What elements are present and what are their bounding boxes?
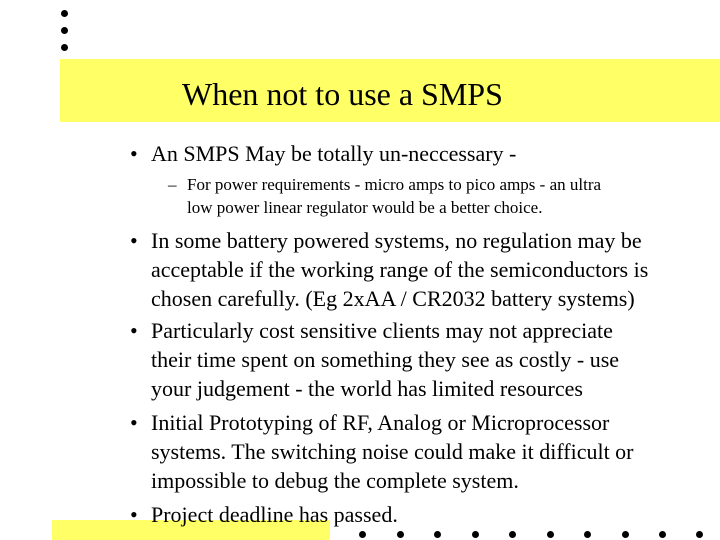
decorative-dot: [509, 531, 516, 538]
decorative-dot: [622, 531, 629, 538]
decorative-dot: [547, 531, 554, 538]
bullet-text-line: acceptable if the working range of the semiconductors is: [151, 257, 649, 282]
decorative-dot: [696, 531, 703, 538]
bullet-marker: •: [130, 141, 138, 166]
bullet-marker: •: [130, 318, 138, 343]
decorative-dot: [61, 27, 68, 34]
bullet-text-line: An SMPS May be totally un-neccessary -: [151, 141, 517, 166]
bullet-text-line: your judgement - the world has limited resources: [151, 376, 583, 401]
bullet-text-line: Particularly cost sensitive clients may not appreciate: [151, 318, 613, 343]
sub-bullet-text-line: low power linear regulator would be a better choice.: [187, 198, 543, 217]
bullet-text-line: In some battery powered systems, no regulation may be: [151, 228, 642, 253]
bullet-text-line: chosen carefully. (Eg 2xAA / CR2032 battery systems): [151, 286, 635, 311]
bullet-text-line: their time spent on something they see as costly - use: [151, 347, 620, 372]
bullet-text-line: Project deadline has passed.: [151, 502, 398, 527]
decorative-dot: [397, 531, 404, 538]
sub-bullet-text-line: For power requirements - micro amps to pico amps - an ultra: [187, 175, 602, 194]
decorative-dot: [434, 531, 441, 538]
bullet-text-line: Initial Prototyping of RF, Analog or Microprocessor: [151, 410, 610, 435]
decorative-dot: [61, 44, 68, 51]
decorative-dot: [659, 531, 666, 538]
decorative-dot: [61, 10, 68, 17]
slide-title: When not to use a SMPS: [182, 76, 503, 112]
decorative-dot: [584, 531, 591, 538]
bullet-marker: •: [130, 228, 138, 253]
decorative-dot: [359, 531, 366, 538]
bullet-marker: •: [130, 410, 138, 435]
bullet-text-line: systems. The switching noise could make it difficult or: [151, 439, 634, 464]
sub-bullet-marker: –: [168, 175, 177, 194]
bullet-marker: •: [130, 502, 138, 527]
bullet-text-line: impossible to debug the complete system.: [151, 468, 519, 493]
decorative-dot: [472, 531, 479, 538]
